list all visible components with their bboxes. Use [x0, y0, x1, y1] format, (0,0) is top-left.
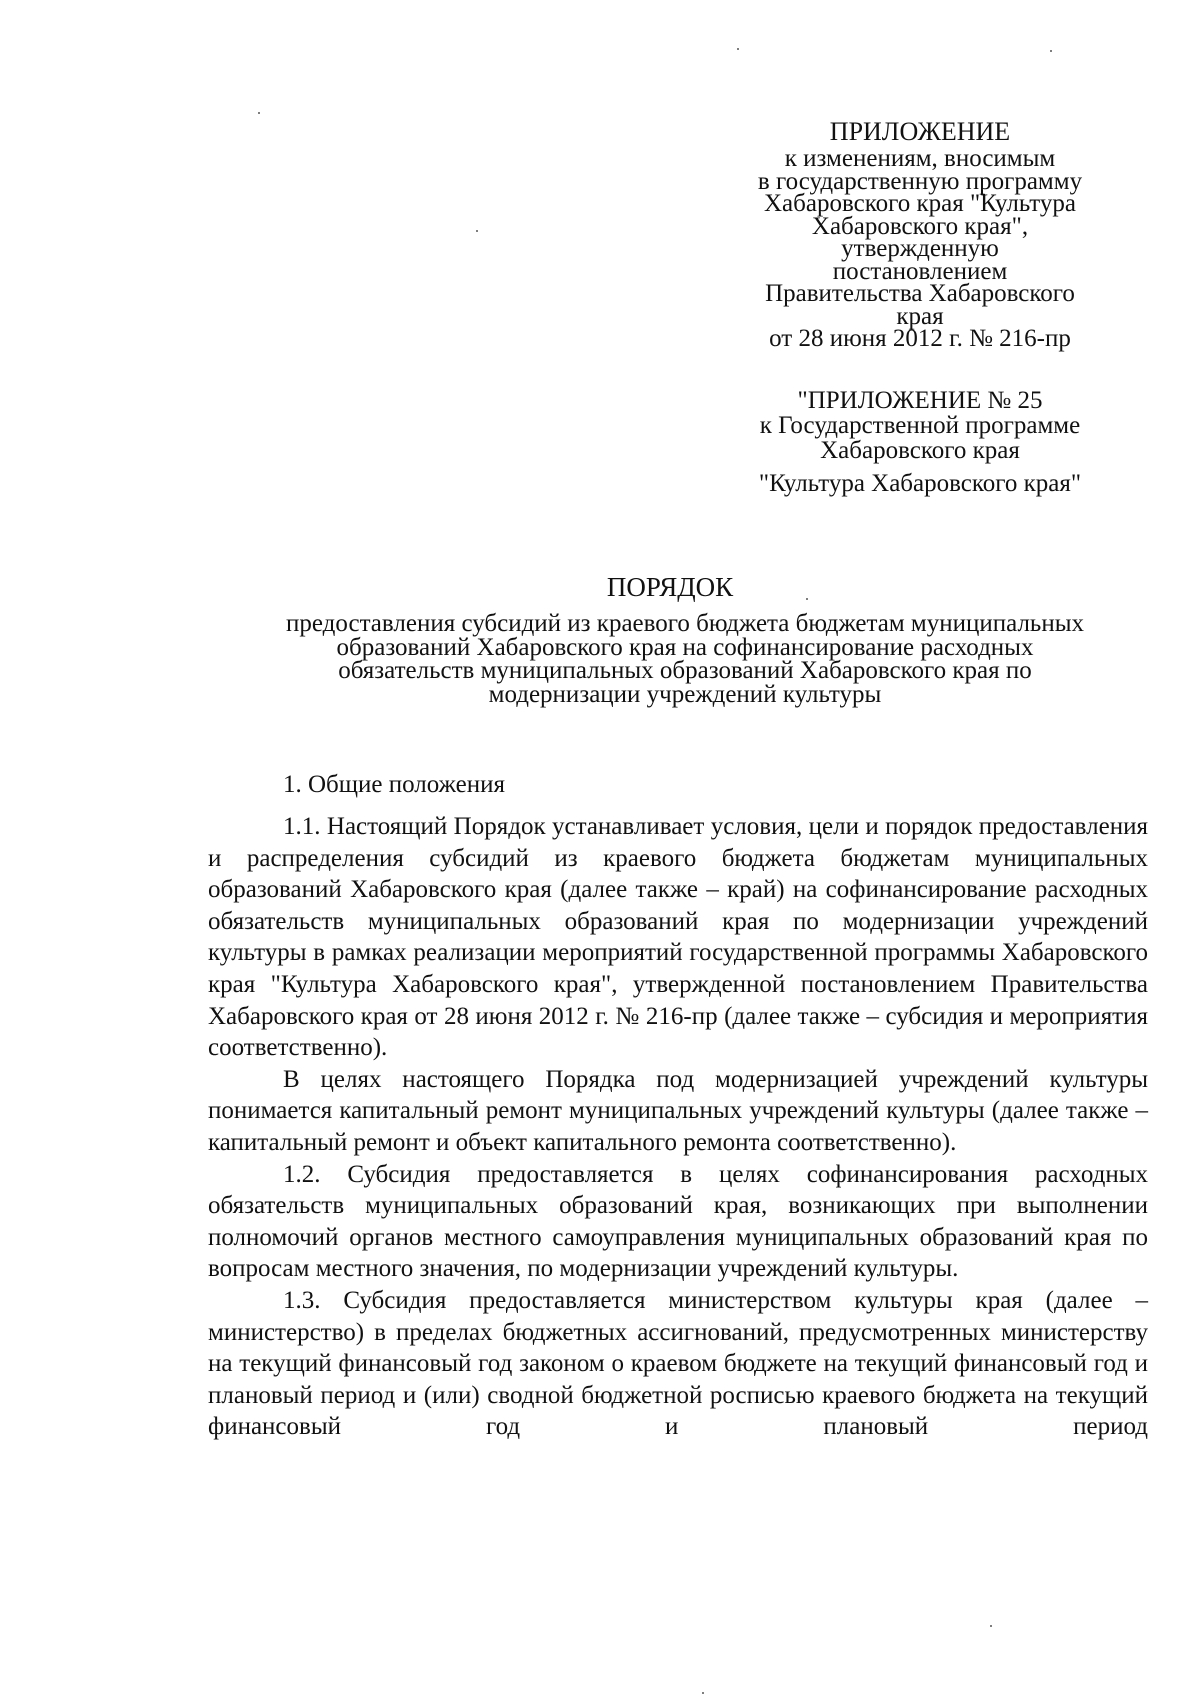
appendix-line: утвержденную — [841, 235, 999, 262]
scan-speck — [806, 598, 808, 600]
appendix-header — [725, 118, 1115, 351]
appendix-25-line: Хабаровского края — [820, 437, 1020, 464]
appendix-25-line: к Государственной программе — [759, 412, 1081, 439]
document-subtitle — [200, 612, 1170, 706]
appendix-line: Хабаровского края "Культура — [764, 190, 1076, 217]
scan-speck — [1050, 50, 1052, 52]
paragraph-1-1: 1.1. Настоящий Порядок устанавливает условия, цели и порядок предоставления и распределения субсидий из краевого бюджета бюджетам муниципальных образований Хабаровского края (далее также – край) на софинансирование расходных обязательств муниципальных образований края по модернизации учреждений культуры в рамках реализации мероприятий государственной программы Хабаровского края "Культура Хабаровского края", утвержденной постановлением Правительства Хабаровского края от 28 июня 2012 г. № 216-пр (далее также – субсидия и мероприятия соответственно). — [208, 813, 1148, 1062]
paragraph-definition: В целях настоящего Порядка под модернизацией учреждений культуры понимается капитальный ремонт муниципальных учреждений культуры (далее также – капитальный ремонт и объект капитального ремонта соответственно). — [208, 1065, 1148, 1156]
subtitle-line: модернизации учреждений культуры — [488, 680, 882, 708]
paragraph-1-3: 1.3. Субсидия предоставляется министерством культуры края (далее – министерство) в пределах бюджетных ассигнований, предусмотренных министерству на текущий финансовый год законом о краевом бюджете на текущий финансовый год и плановый период и (или) сводной бюджетной росписью краевого бюджета на текущий финансовый год и плановый период — [208, 1286, 1148, 1441]
document-title: ПОРЯДОК — [606, 572, 734, 602]
subtitle-line: обязательств муниципальных образований Хабаровского края по — [338, 657, 1032, 684]
appendix-line: в государственную программу — [757, 167, 1083, 195]
subtitle-line: предоставления субсидий из краевого бюджета бюджетам муниципальных — [285, 610, 1084, 637]
section-heading: 1. Общие положения — [283, 771, 505, 798]
scan-speck — [737, 48, 739, 50]
appendix-25-program-name: "Культура Хабаровского края" — [758, 470, 1082, 497]
appendix-line: от 28 июня 2012 г. № 216-пр — [769, 325, 1071, 352]
appendix-line: Правительства Хабаровского — [765, 280, 1075, 307]
appendix-25-header — [725, 388, 1115, 496]
appendix-25-line: "ПРИЛОЖЕНИЕ № 25 — [797, 387, 1043, 414]
scan-speck — [258, 112, 260, 114]
scan-speck — [702, 1692, 704, 1694]
appendix-line: Хабаровского края", — [811, 212, 1029, 240]
scan-speck — [476, 230, 478, 232]
subtitle-line: образований Хабаровского края на софинансирование расходных — [336, 633, 1034, 661]
appendix-line: постановлением — [832, 257, 1008, 285]
section-body — [208, 811, 1148, 1443]
paragraph-1-2: 1.2. Субсидия предоставляется в целях софинансирования расходных обязательств муниципальных образований края, возникающих при выполнении полномочий органов местного самоуправления муниципальных образований края по вопросам местного значения, по модернизации учреждений культуры. — [208, 1160, 1148, 1283]
scan-speck — [990, 1625, 992, 1627]
appendix-title: ПРИЛОЖЕНИЕ — [829, 117, 1011, 146]
appendix-line: края — [896, 302, 944, 330]
appendix-line: к изменениям, вносимым — [784, 145, 1056, 172]
